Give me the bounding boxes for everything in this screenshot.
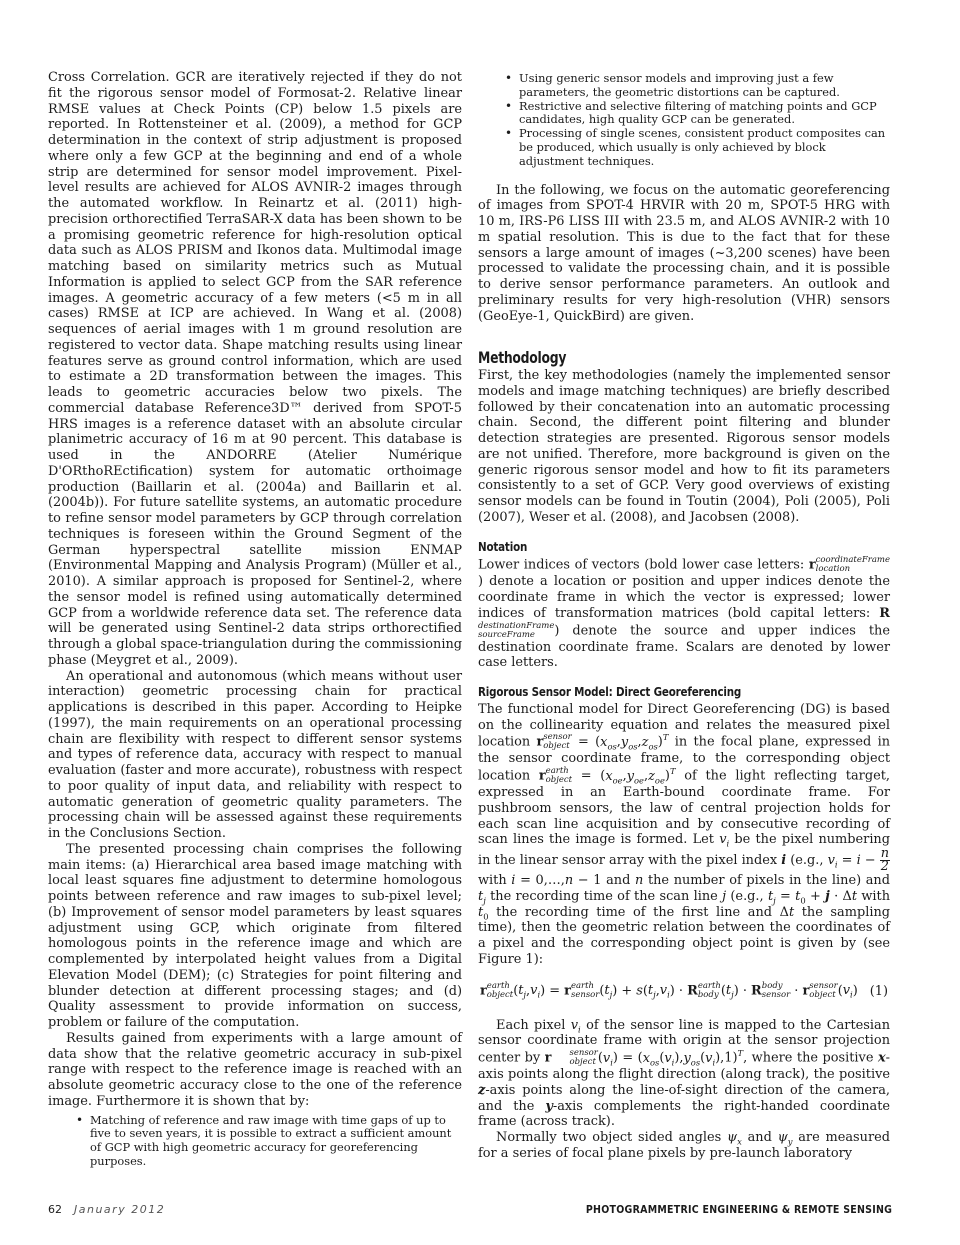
section-heading-methodology: Methodology	[478, 348, 567, 368]
paragraph-methodology: First, the key methodologies (namely the implemented sensor models and image matching techniques) are briefly described followed by their concatenation into an automatic processing chain. Second, the different point filtering and blunder detection strategies are presented. Rigorous sensor models are not unified. Therefore, more background is given on the generic rigorous sensor model and how to fit its parameters consistently to a set of GCP. Very good overviews of existing sensor models can be found in Toutin (2004), Poli (2005), Poli (2007), Weser et al. (2008), and Jacobsen (2008).	[478, 368, 890, 525]
equation-number: (1)	[869, 983, 888, 999]
equation-direct-georeferencing: r earth object $(t_j,v_i) = r$ earth sensor $(t_j) + s(t_j,v_i) \cdot R$ earth body $(t_j) \cdot R$ body sensor · r sensor object $(v_i)$ (1)	[480, 980, 888, 1000]
bullet-item: • Processing of single scenes, consistent product composites can be produced, which usually is only achieved by block adjustment techniques.	[478, 127, 890, 168]
paragraph-related-work: Cross Correlation. GCR are iteratively rejected if they do not fit the rigorous sensor model of Formosat-2. Relative linear RMSE values at Check Points (CP) below 1.5 pixels are reported. In Rottensteiner et al. (2009), a method for GCP determination in the context of strip adjustment is proposed where only a few GCP at the beginning and end of a whole strip are determined for sensor model improvement. Pixel-level results are achieved for ALOS AVNIR-2 images through the automated workflow. In Reinartz et al. (2011) high-precision orthorectified TerraSAR-X data has been shown to be a promising geometric reference for high-resolution optical data such as ALOS PRISM and Ikonos data. Multimodal image matching based on similarity metrics such as Mutual Information is applied to select GCP from the SAR reference images. A geometric accuracy of a few meters (<5 m in all cases) RMSE at ICP are achieved. In Wang et al. (2008) sequences of aerial images with 1 m ground resolution are registered to vector data. Shape matching results using linear features serve as ground control information, which are used to estimate a 2D transformation between the images. This leads to geometric accuracies below two pixels. The commercial database Reference3D™ derived from SPOT-5 HRS images is a reference dataset with an absolute circular planimetric accuracy of 16 m at 90 percent. This database is used in the ANDORRE (Atelier Numérique D'ORthoREctification) system for automatic orthoimage production (Baillarin et al. (2004a) and Baillarin et al. (2004b)). For future satellite systems, an automatic procedure to refine sensor model parameters by GCP through correlation techniques is foreseen within the Ground Segment of the German hyperspectral satellite mission ENMAP (Environmental Mapping and Analysis Program) (Müller et al., 2010). A similar approach is proposed for Sentinel-2, where the sensor model is refined using automatically determined GCP from a worldwide reference data set. The reference data will be generated using Sentinel-2 data strips orthorectified through a global space-triangulation during the commissioning phase (Meygret et al., 2009).	[48, 70, 462, 668]
paragraph-notation: Lower indices of vectors (bold lower case letters: r coordinateFrame location ) denote a location or position and upper indices denote the coordinate frame in which the vector is expressed; lower indices of transformation matrices (bold capital letters: R destinationFrame sourceFrame ) denote the source and upper indices the destination coordinate frame. Scalars are denoted by lower case letters.	[478, 555, 890, 671]
paragraph-angles: Normally two object sided angles $\psi_x$ and $\psi_y$ are measured for a series of focal plane pixels by pre-launch laboratory	[478, 1130, 890, 1161]
paragraph-requirements: An operational and autonomous (which means without user interaction) geometric processing chain for practical applications is described in this paper. According to Heipke (1997), the main requirements on an operational processing chain are flexibility with respect to different sensor systems and types of reference data, accuracy with respect to manual evaluation (faster and more accurate), robustness with respect to poor quality of input data, and reliability with respect to automatic generation of geometric quality parameters. The processing chain will be assessed against these requirements in the Conclusions Section.	[48, 668, 462, 841]
journal-name: PHOTOGRAMMETRIC ENGINEERING & REMOTE SENSING	[585, 1203, 892, 1216]
bullet-item: • Using generic sensor models and improving just a few parameters, the geometric distortions can be captured.	[478, 72, 890, 100]
subsection-heading-notation: Notation	[478, 539, 528, 554]
page-number: 62	[48, 1203, 62, 1216]
bullet-item: • Restrictive and selective filtering of matching points and GCP candidates, high quality GCP can be generated.	[478, 100, 890, 128]
results-bullet-list	[48, 1114, 462, 1169]
paragraph-direct-georeferencing: The functional model for Direct Georeferencing (DG) is based on the collinearity equation and relates the measured pixel location r sensor object = $(x_{os},y_{os},z_{os})^T$ in the focal plane, expressed in the sensor coordinate frame, to the corresponding object location r earth object = $(x_{oe},y_{oe},z_{oe})^T$ of the light reflecting target, expressed in an Earth-bound coordinate frame. For pushbroom sensors, the law of central projection holds for each scan line acquisition and by consecutive recording of scan lines the image is formed. Let $v_i$ be the pixel numbering in the linear sensor array with the pixel index i (e.g., $v_i = i$ − $\frac{n}{2}$ with i = 0,…,n − 1 and n the number of pixels in the line) and $t_j$ the recording time of the scan line j (e.g., $t_j = t_0 + j \cdot \Delta t$ with $t_0$ the recording time of the first line and Δt the sampling time), then the geometric relation between the coordinates of a pixel and the corresponding object point is given by (see Figure 1):	[478, 701, 891, 967]
results-bullet-list-continued	[478, 72, 890, 169]
right-column	[478, 70, 890, 1162]
paragraph-pixel-mapping: Each pixel $v_i$ of the sensor line is mapped to the Cartesian sensor coordinate frame with origin at the sensor projection center by r sensor object $(v_i) = (x_{os}(v_i),y_{os}(v_i),1)^T$, where the positive x-axis points along the flight direction (along track), the positive z-axis points along the line-of-sight direction of the camera, and the y-axis complements the right-handed coordinate frame (across track).	[478, 1017, 891, 1130]
left-column	[48, 70, 462, 1183]
issue-date: January 2012	[74, 1203, 166, 1216]
page-footer	[0, 1203, 960, 1219]
paragraph-processing-items: The presented processing chain comprises the following main items: (a) Hierarchical area based image matching with local least squares fine adjustment to determine homologous points between reference and raw images to sub-pixel level; (b) Improvement of sensor model parameters by least squares adjustment using GCP, which originate from filtered homologous points in the reference image and which are complemented by interpolated height values from a Digital Elevation Model (DEM); (c) Strategies for point filtering and blunder detection at different processing stages; and (d) Quality assessment to provide information on success, problem or failure of the computation.	[48, 841, 462, 1030]
subsection-heading-direct-georeferencing: Rigorous Sensor Model: Direct Georeferencing	[478, 685, 742, 700]
paragraph-focus: In the following, we focus on the automatic georeferencing of images from SPOT-4 HRVIR with 20 m, SPOT-5 HRG with 10 m, IRS-P6 LISS III with 23.5 m, and ALOS AVNIR-2 with 10 m spatial resolution. This is due to the fact that for these sensors a large amount of images (~3,200 scenes) have been processed to validate the processing chain, and it is possible to derive sensor performance parameters. An outlook and preliminary results for very high-resolution (VHR) sensors (GeoEye-1, QuickBird) are given.	[478, 182, 890, 324]
bullet-item: • Matching of reference and raw image with time gaps of up to five to seven years, it is possible to extract a sufficient amount of GCP with high geometric accuracy for georeferencing purposes.	[48, 1114, 462, 1169]
paragraph-results: Results gained from experiments with a large amount of data show that the relative geometric accuracy in sub-pixel range with respect to the reference image is reached with an absolute geometric accuracy close to the one of the reference image. Furthermore it is shown that by:	[48, 1030, 462, 1109]
